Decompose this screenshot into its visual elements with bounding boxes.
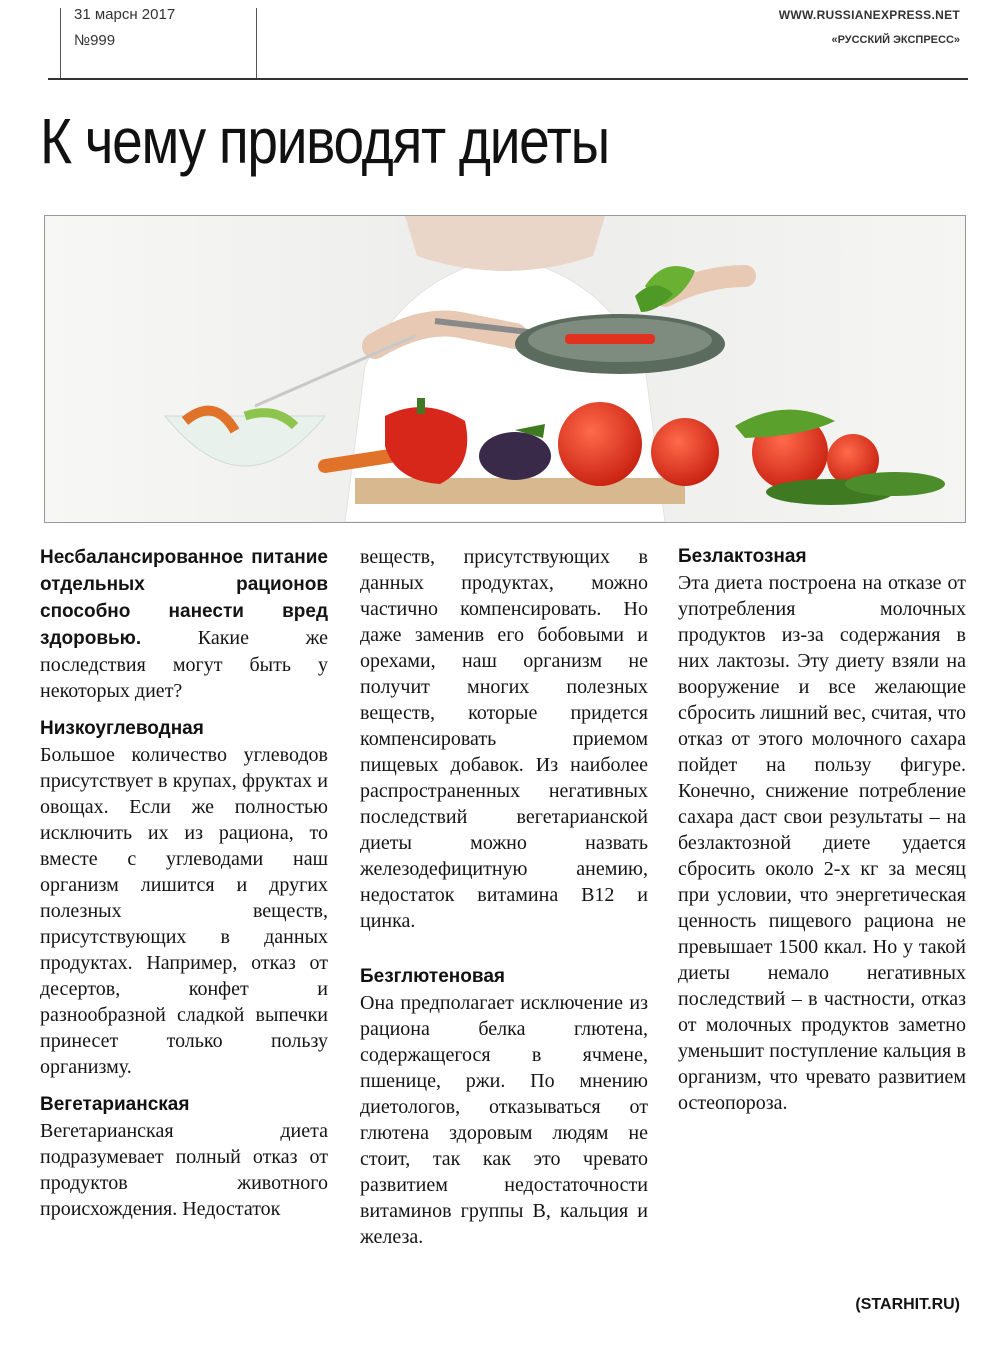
paragraph-vegetarian-start: Вегетарианская диета подразумевает полный отказ от продуктов животного происхождения. Недостаток — [40, 1120, 328, 1220]
article-lead — [40, 544, 328, 704]
subheading-low-carb: Низкоуглеводная — [40, 718, 204, 739]
paragraph-vegetarian-cont: веществ, присутствующих в данных продуктах, можно частично компенсировать. Но даже заменив его бобовыми и орехами, наш организм не получит многих полезных веществ, которые придется компенсировать приемом пищевых добавок. Из наиболее распространенных негативных последствий вегетарианской диеты можно назвать железодефицитную анемию, недостаток витамина B12 и цинка. — [360, 546, 648, 932]
paragraph-gluten-free: Она предполагает исключение из рациона белка глютена, содержащегося в ячмене, пшенице, ржи. По мнению диетологов, отказываться от глютена здоровым людям не стоит, так как это чревато развитием недостаточности витаминов группы B, кальция и железа. — [360, 992, 648, 1248]
column-3 — [678, 544, 966, 1116]
subheading-gluten-free: Безглютеновая — [360, 966, 505, 987]
subheading-lactose-free: Безлактозная — [678, 546, 807, 567]
article-source: (STARHIT.RU) — [855, 1296, 960, 1313]
newspaper-name: «РУССКИЙ ЭКСПРЕСС» — [831, 34, 960, 46]
header-divider — [60, 8, 61, 78]
page-header — [0, 0, 1000, 82]
issue-number: №999 — [74, 32, 116, 49]
column-2 — [360, 544, 648, 1250]
article-photo — [44, 215, 966, 523]
subheading-vegetarian: Вегетарианская — [40, 1094, 190, 1115]
paragraph-low-carb: Большое количество углеводов присутствует в крупах, фруктах и овощах. Если же полностью исключить их из рациона, то вместе с углеводами наш организм лишится и других полезных веществ, присутствующих в данных продуктах. Например, отказ от десертов, конфет и разнообразной сладкой выпечки принесет только пользу организму. — [40, 744, 328, 1078]
food-illustration — [45, 216, 965, 522]
header-rule — [48, 78, 968, 80]
article-title: К чему приводят диеты — [40, 105, 609, 177]
issue-date: 31 марсн 2017 — [74, 6, 176, 23]
paragraph-lactose-free: Эта диета построена на отказе от употребления молочных продуктов из-за содержания в них лактозы. Эту диету взяли на вооружение и все желающие сбросить лишний вес, считая, что отказ от этого молочного сахара пойдет на пользу фигуре. Конечно, снижение потребление сахара даст свои результаты – на безлактозной диете удается сбросить около 2-х кг за месяц при условии, что энергетическая ценность пищевого рациона не превышает 1500 ккал. Но у такой диеты немало негативных последствий – в частности, отказ от молочных продуктов заметно уменьшит поступление кальция в организм, что чревато развитием остеопороза. — [678, 572, 966, 1114]
lead-bold-text: Несбалансированное питание отдельных рационов способно нанести вред здоровью. — [40, 547, 328, 649]
lead-text: Какие же последствия могут быть у некоторых диет? — [40, 627, 328, 702]
column-1 — [40, 544, 328, 1222]
site-url: WWW.RUSSIANEXPRESS.NET — [778, 8, 960, 22]
header-divider — [256, 8, 257, 78]
